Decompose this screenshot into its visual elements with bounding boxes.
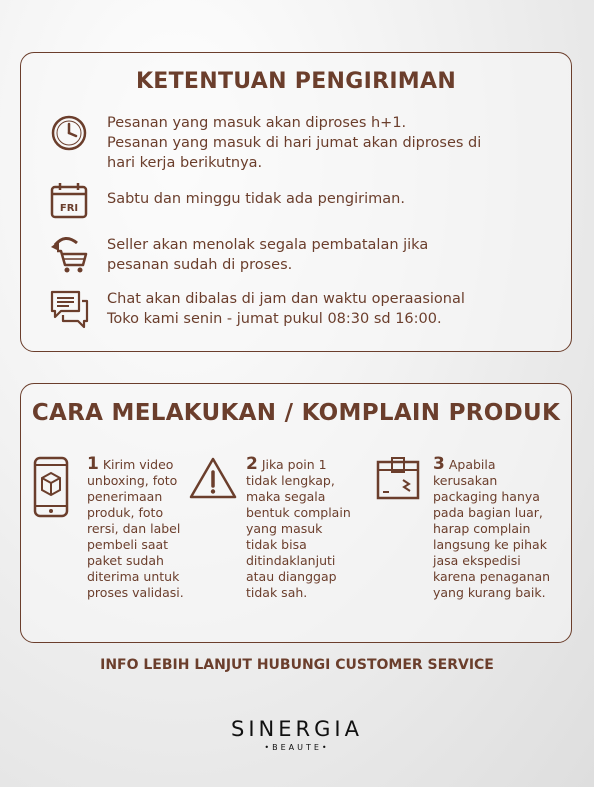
calendar-badge: FRI <box>59 203 79 214</box>
step-line: tidak bisa <box>246 537 307 552</box>
step-line: langsung ke pihak <box>433 537 547 552</box>
step-line: Jika poin 1 <box>261 457 327 472</box>
step-line: pada bagian luar, <box>433 505 543 520</box>
step-line: Apabila <box>448 457 496 472</box>
step-line: pembeli saat <box>87 537 169 552</box>
step-number: 1 <box>87 454 99 474</box>
phone-box-icon <box>33 456 79 516</box>
cart-return-icon <box>49 235 89 275</box>
step-number: 3 <box>433 454 445 474</box>
rule-processing <box>49 113 551 173</box>
shipping-terms-title: KETENTUAN PENGIRIMAN <box>135 69 457 94</box>
step-line: yang kurang baik. <box>433 585 546 600</box>
step-line: proses validasi. <box>87 585 184 600</box>
complaint-panel <box>20 383 572 643</box>
damaged-box-icon <box>375 456 425 516</box>
rule-line: Pesanan yang masuk akan diproses h+1. <box>107 115 407 131</box>
rule-line: hari kerja berikutnya. <box>107 155 263 171</box>
rule-weekend <box>49 181 551 221</box>
step-line: diterima untuk <box>87 569 180 584</box>
step-line: kerusakan <box>433 473 498 488</box>
step-line: karena penaganan <box>433 569 551 584</box>
rule-line: Toko kami senin - jumat pukul 08:30 sd 16:00. <box>107 311 442 327</box>
step-line: penerimaan <box>87 489 163 504</box>
customer-service-info: INFO LEBIH LANJUT HUBUNGI CUSTOMER SERVICE <box>100 657 494 673</box>
step-line: harap complain <box>433 521 531 536</box>
chat-icon <box>49 289 89 329</box>
step-line: yang masuk <box>246 521 323 536</box>
complaint-step-2 <box>188 456 366 601</box>
step-line: rersi, dan label <box>87 521 181 536</box>
step-line: unboxing, foto <box>87 473 178 488</box>
step-line: Kirim video <box>102 457 174 472</box>
step-line: jasa ekspedisi <box>433 553 521 568</box>
warning-icon <box>188 456 238 516</box>
step-line: bentuk complain <box>246 505 351 520</box>
step-line: packaging hanya <box>433 489 540 504</box>
complaint-title: CARA MELAKUKAN / KOMPLAIN PRODUK <box>31 400 561 426</box>
clock-icon <box>49 113 89 153</box>
step-line: produk, foto <box>87 505 164 520</box>
shipping-terms-panel <box>20 52 572 352</box>
rule-line: Chat akan dibalas di jam dan waktu operaasional <box>107 291 465 307</box>
brand-name: SINERGIA <box>231 717 363 741</box>
step-line: atau dianggap <box>246 569 337 584</box>
rule-line: Seller akan menolak segala pembatalan jika <box>107 237 429 253</box>
step-line: tidak sah. <box>246 585 308 600</box>
calendar-icon <box>49 181 89 221</box>
complaint-step-3 <box>375 456 565 601</box>
step-line: tidak lengkap, <box>246 473 335 488</box>
brand-tagline: •BEAUTE• <box>264 743 330 752</box>
complaint-step-1 <box>33 456 207 601</box>
brand-logo <box>0 717 594 752</box>
step-number: 2 <box>246 454 258 474</box>
rule-line: Sabtu dan minggu tidak ada pengiriman. <box>107 191 405 207</box>
step-line: maka segala <box>246 489 326 504</box>
rule-line: Pesanan yang masuk di hari jumat akan diproses di <box>107 135 482 151</box>
step-line: paket sudah <box>87 553 164 568</box>
rule-chat-hours <box>49 289 551 329</box>
step-line: ditindaklanjuti <box>246 553 336 568</box>
rule-line: pesanan sudah di proses. <box>107 257 293 273</box>
rule-cancellation <box>49 235 551 275</box>
